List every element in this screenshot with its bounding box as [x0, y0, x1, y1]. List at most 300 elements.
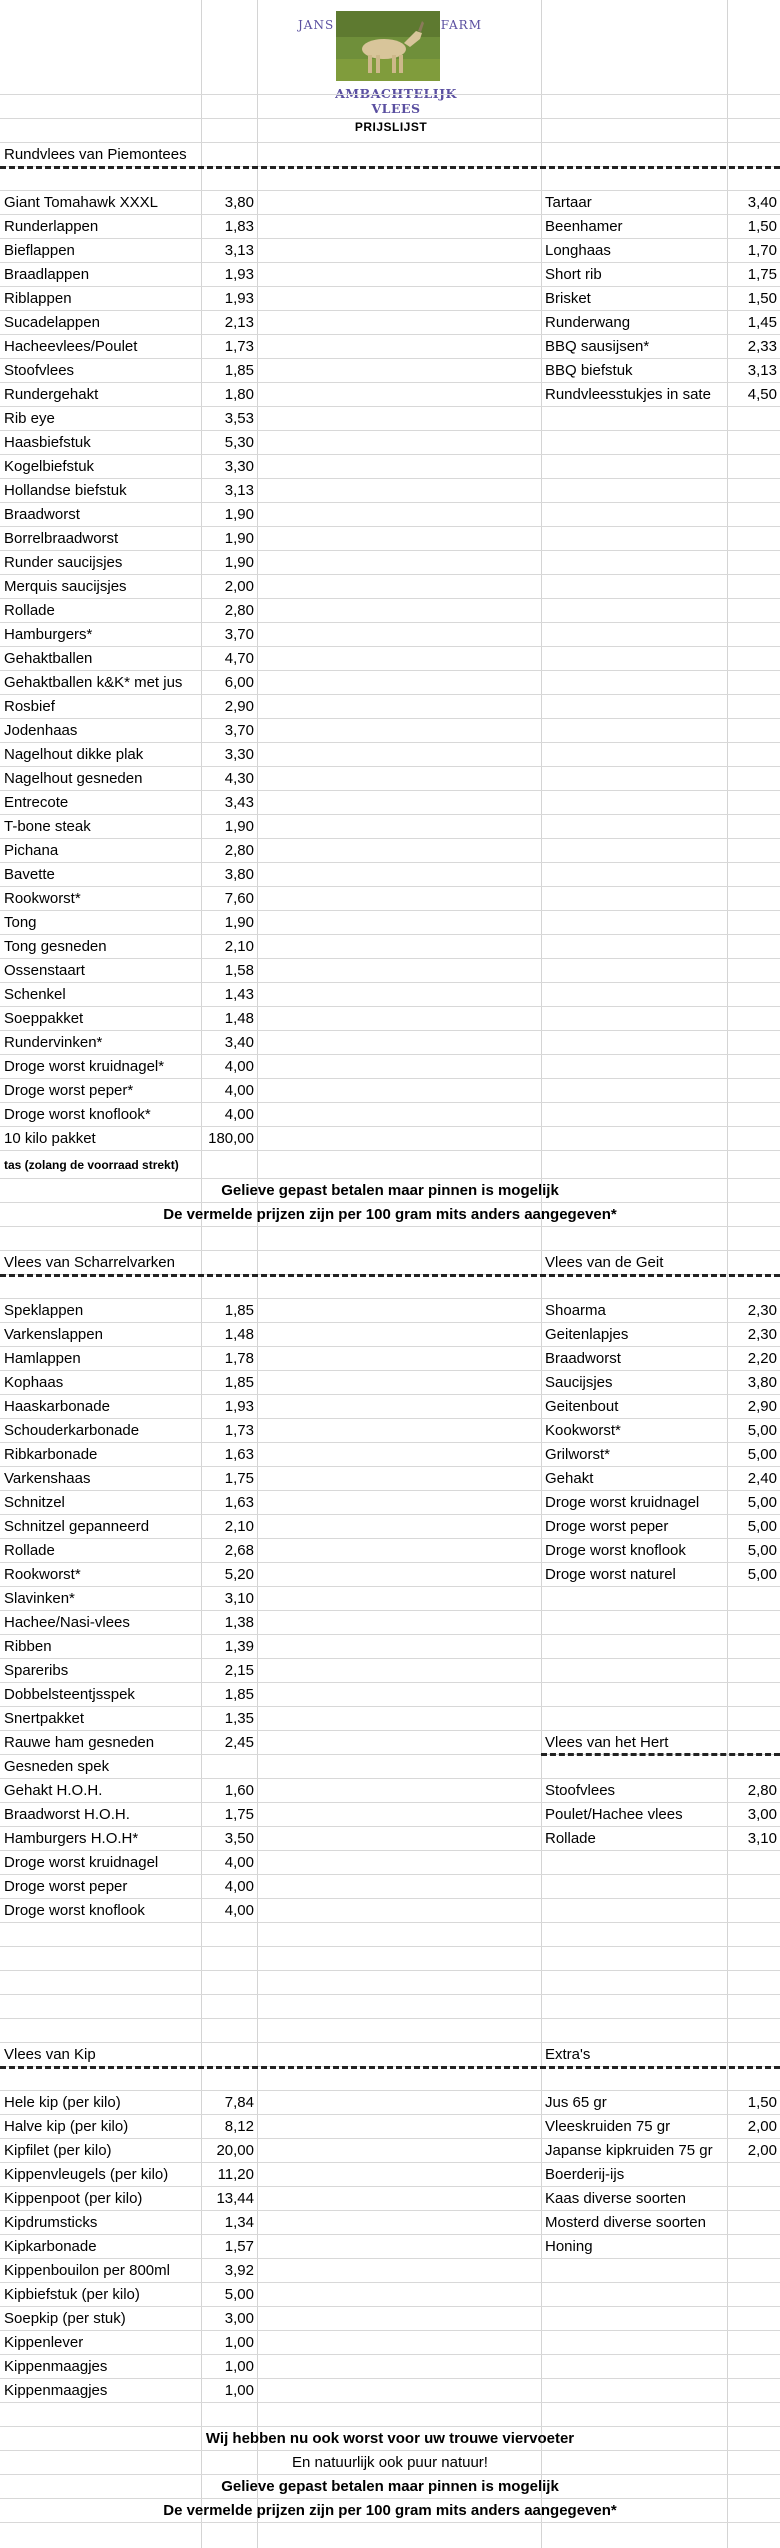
product-name: Schouderkarbonade	[4, 1422, 140, 1439]
product-price: 3,80	[224, 866, 254, 883]
product-name: Vleeskruiden 75 gr	[545, 2118, 671, 2135]
product-price: 4,00	[224, 1106, 254, 1123]
product-name: Nagelhout dikke plak	[4, 746, 144, 763]
product-price: 5,30	[224, 434, 254, 451]
product-price: 1,39	[224, 1638, 254, 1655]
table-row	[0, 575, 780, 599]
product-price: 5,00	[747, 1542, 777, 1559]
product-price: 3,00	[224, 2310, 254, 2327]
table-row	[0, 2139, 780, 2163]
product-name: Soeppakket	[4, 1010, 84, 1027]
product-price: 2,10	[224, 938, 254, 955]
product-name: Schnitzel gepanneerd	[4, 1518, 150, 1535]
table-row	[0, 839, 780, 863]
product-name: Geitenlapjes	[545, 1326, 629, 1343]
product-name: Rollade	[545, 1830, 596, 1847]
product-name: Haaskarbonade	[4, 1398, 110, 1415]
product-price: 2,80	[747, 1782, 777, 1799]
product-price	[727, 2235, 777, 2258]
product-name: Shoarma	[545, 1302, 606, 1319]
product-name: Varkenslappen	[4, 1326, 103, 1343]
product-name: Gesneden spek	[4, 1758, 110, 1775]
product-name: Hollandse biefstuk	[4, 482, 127, 499]
product-price: 2,20	[747, 1350, 777, 1367]
product-price: 1,48	[224, 1326, 254, 1343]
table-row	[0, 1587, 780, 1611]
product-name: Jodenhaas	[4, 722, 78, 739]
product-price: 1,75	[747, 266, 777, 283]
product-price: 2,80	[224, 842, 254, 859]
empty-row	[0, 1971, 780, 1995]
product-price: 2,40	[747, 1470, 777, 1487]
table-row	[0, 2331, 780, 2355]
product-price: 2,13	[224, 314, 254, 331]
product-price: 5,00	[747, 1422, 777, 1439]
table-row	[0, 647, 780, 671]
table-row	[0, 1323, 780, 1347]
table-row	[0, 1611, 780, 1635]
table-row	[0, 2163, 780, 2187]
product-name: Droge worst knoflook*	[4, 1106, 151, 1123]
table-row	[0, 239, 780, 263]
product-price: 1,85	[224, 1302, 254, 1319]
table-row	[0, 671, 780, 695]
table-row	[0, 767, 780, 791]
product-price: 20,00	[216, 2142, 254, 2159]
product-name: Hamburgers*	[4, 626, 93, 643]
product-name: Kippenmaagjes	[4, 2358, 108, 2375]
product-price: 2,30	[747, 1302, 777, 1319]
product-name: Hamburgers H.O.H*	[4, 1830, 139, 1847]
product-price: 2,00	[224, 578, 254, 595]
table-row	[0, 1491, 780, 1515]
product-price: 1,90	[224, 818, 254, 835]
notice-row	[0, 1203, 780, 1227]
empty-row	[0, 167, 780, 191]
product-name: Rib eye	[4, 410, 55, 427]
product-name: Rundervinken*	[4, 1034, 103, 1051]
product-name: Speklappen	[4, 1302, 84, 1319]
page-title: PRIJSLIJST	[354, 120, 428, 134]
product-name: Borrelbraadworst	[4, 530, 119, 547]
section-heading-extras: Extra's	[545, 2046, 591, 2063]
product-price: 5,00	[747, 1494, 777, 1511]
product-name: Halve kip (per kilo)	[4, 2118, 129, 2135]
product-name: Hamlappen	[4, 1350, 81, 1367]
product-name: Kipbiefstuk (per kilo)	[4, 2286, 140, 2303]
product-price: 1,73	[224, 1422, 254, 1439]
brand-left: JANS	[298, 18, 335, 32]
table-row	[0, 1467, 780, 1491]
empty-row	[0, 1227, 780, 1251]
table-row	[0, 1419, 780, 1443]
product-price: 2,68	[224, 1542, 254, 1559]
product-price	[204, 1755, 254, 1778]
product-price: 2,45	[224, 1734, 254, 1751]
product-name: Brisket	[545, 290, 591, 307]
product-price: 1,57	[224, 2238, 254, 2255]
product-price: 2,90	[224, 698, 254, 715]
table-row	[0, 719, 780, 743]
product-name: Sucadelappen	[4, 314, 100, 331]
product-name: Droge worst kruidnagel*	[4, 1058, 165, 1075]
table-row	[0, 1079, 780, 1103]
product-name: Haasbiefstuk	[4, 434, 91, 451]
product-price: 1,80	[224, 386, 254, 403]
product-name: Slavinken*	[4, 1590, 75, 1607]
product-name: Braadworst	[545, 1350, 621, 1367]
product-price: 5,00	[747, 1446, 777, 1463]
empty-row	[0, 1923, 780, 1947]
empty-row	[0, 1995, 780, 2019]
product-name: Ribkarbonade	[4, 1446, 98, 1463]
table-row	[0, 983, 780, 1007]
table-row	[0, 1851, 780, 1875]
product-name: Runder saucijsjes	[4, 554, 123, 571]
table-row	[0, 1299, 780, 1323]
table-row	[0, 2091, 780, 2115]
footer-payment-notice: Gelieve gepast betalen maar pinnen is mogelijk	[221, 2478, 559, 2495]
product-price: 2,80	[224, 602, 254, 619]
product-name: Soepkip (per stuk)	[4, 2310, 126, 2327]
product-price: 3,10	[747, 1830, 777, 1847]
table-row	[0, 1443, 780, 1467]
product-price: 1,75	[224, 1806, 254, 1823]
table-row	[0, 2307, 780, 2331]
product-price: 1,90	[224, 914, 254, 931]
product-price: 1,93	[224, 1398, 254, 1415]
payment-notice: Gelieve gepast betalen maar pinnen is mogelijk	[221, 1182, 559, 1199]
product-price: 4,00	[224, 1902, 254, 1919]
section-heading-row	[0, 2043, 780, 2067]
table-row	[0, 311, 780, 335]
table-row	[0, 503, 780, 527]
product-name: Kaas diverse soorten	[545, 2190, 686, 2207]
product-name: Riblappen	[4, 290, 72, 307]
product-name: Braadlappen	[4, 266, 90, 283]
product-name: Runderwang	[545, 314, 631, 331]
table-row	[0, 623, 780, 647]
natural-notice: En natuurlijk ook puur natuur!	[292, 2454, 488, 2471]
product-name: Rollade	[4, 1542, 55, 1559]
footer-row	[0, 2427, 780, 2451]
product-price: 2,00	[747, 2118, 777, 2135]
product-name: Kippenlever	[4, 2334, 84, 2351]
product-name: Tong	[4, 914, 37, 931]
table-row	[0, 1683, 780, 1707]
product-price: 3,92	[224, 2262, 254, 2279]
empty-row	[0, 95, 780, 119]
product-name: BBQ biefstuk	[545, 362, 633, 379]
table-row	[0, 1055, 780, 1079]
product-name: Kippenpoot (per kilo)	[4, 2190, 143, 2207]
table-row	[0, 695, 780, 719]
product-name: Nagelhout gesneden	[4, 770, 143, 787]
product-name: Hacheevlees/Poulet	[4, 338, 138, 355]
product-price: 1,93	[224, 290, 254, 307]
table-row	[0, 1899, 780, 1923]
table-row	[0, 1779, 780, 1803]
product-name: Droge worst kruidnagel	[545, 1494, 700, 1511]
product-price: 1,00	[224, 2334, 254, 2351]
table-row	[0, 2115, 780, 2139]
product-price: 3,70	[224, 722, 254, 739]
table-row	[0, 359, 780, 383]
product-price: 3,40	[224, 1034, 254, 1051]
product-name: Entrecote	[4, 794, 69, 811]
product-name: Giant Tomahawk XXXL	[4, 194, 158, 211]
table-row	[0, 1827, 780, 1851]
product-price: 3,43	[224, 794, 254, 811]
product-price: 1,50	[747, 290, 777, 307]
product-name: Droge worst peper	[545, 1518, 669, 1535]
product-price: 13,44	[216, 2190, 254, 2207]
empty-row	[0, 2067, 780, 2091]
product-name: Gehaktballen k&K* met jus	[4, 674, 183, 691]
product-name: BBQ sausijsen*	[545, 338, 650, 355]
table-row	[0, 263, 780, 287]
table-row	[0, 911, 780, 935]
product-name: Braadworst H.O.H.	[4, 1806, 130, 1823]
price-notice: De vermelde prijzen zijn per 100 gram mits anders aangegeven*	[163, 1206, 617, 1223]
table-row	[0, 383, 780, 407]
table-row	[0, 2235, 780, 2259]
product-price: 1,63	[224, 1494, 254, 1511]
product-price: 1,90	[224, 506, 254, 523]
product-price: 4,00	[224, 1854, 254, 1871]
product-name: Poulet/Hachee vlees	[545, 1806, 683, 1823]
product-price: 3,13	[224, 482, 254, 499]
product-price: 2,33	[747, 338, 777, 355]
empty-row	[0, 1947, 780, 1971]
product-name: Rookworst*	[4, 890, 81, 907]
product-price: 2,30	[747, 1326, 777, 1343]
section-heading-hert: Vlees van het Hert	[545, 1734, 669, 1751]
product-price: 4,50	[747, 386, 777, 403]
product-name: Kippenvleugels (per kilo)	[4, 2166, 169, 2183]
product-price: 1,93	[224, 266, 254, 283]
product-name: Bavette	[4, 866, 55, 883]
footer-row	[0, 2451, 780, 2475]
section-heading-row	[0, 143, 780, 167]
table-row	[0, 1127, 780, 1151]
product-name: Beenhamer	[545, 218, 623, 235]
product-price: 1,73	[224, 338, 254, 355]
product-price: 7,84	[224, 2094, 254, 2111]
product-price: 1,90	[224, 554, 254, 571]
product-name: Droge worst peper*	[4, 1082, 134, 1099]
product-price: 1,58	[224, 962, 254, 979]
table-row	[0, 791, 780, 815]
table-row	[0, 335, 780, 359]
product-price: 1,83	[224, 218, 254, 235]
product-price: 5,20	[224, 1566, 254, 1583]
table-row	[0, 1395, 780, 1419]
table-row	[0, 479, 780, 503]
footer-row	[0, 2499, 780, 2523]
table-row	[0, 407, 780, 431]
product-price: 3,40	[747, 194, 777, 211]
dog-sausage-notice: Wij hebben nu ook worst voor uw trouwe viervoeter	[205, 2430, 575, 2447]
table-row	[0, 743, 780, 767]
table-row	[0, 959, 780, 983]
product-name: Rauwe ham gesneden	[4, 1734, 155, 1751]
table-row	[0, 2211, 780, 2235]
product-price: 5,00	[747, 1566, 777, 1583]
product-name: Droge worst naturel	[545, 1566, 676, 1583]
product-name: Grilworst*	[545, 1446, 611, 1463]
product-name: Pichana	[4, 842, 59, 859]
footnote: tas (zolang de voorraad strekt)	[4, 1157, 179, 1172]
product-price: 1,60	[224, 1782, 254, 1799]
product-price: 1,45	[747, 314, 777, 331]
product-price: 3,13	[224, 242, 254, 259]
table-row	[0, 1371, 780, 1395]
footer-row	[0, 2475, 780, 2499]
table-row	[0, 527, 780, 551]
product-name: Droge worst knoflook	[4, 1902, 145, 1919]
product-price: 11,20	[217, 2166, 254, 2183]
product-name: Tartaar	[545, 194, 592, 211]
brand-right: FARM	[440, 18, 482, 32]
table-row	[0, 887, 780, 911]
product-price: 1,00	[224, 2382, 254, 2399]
product-name: Droge worst kruidnagel	[4, 1854, 159, 1871]
product-price: 1,75	[224, 1470, 254, 1487]
product-price: 1,50	[747, 2094, 777, 2111]
product-name: Saucijsjes	[545, 1374, 613, 1391]
table-row	[0, 935, 780, 959]
table-row	[0, 2379, 780, 2403]
product-name: Stoofvlees	[4, 362, 75, 379]
product-name: Kippenmaagjes	[4, 2382, 108, 2399]
table-row	[0, 1707, 780, 1731]
product-price: 1,63	[224, 1446, 254, 1463]
product-name: Braadworst	[4, 506, 80, 523]
product-price	[727, 2187, 777, 2210]
table-row	[0, 815, 780, 839]
product-name: Droge worst peper	[4, 1878, 128, 1895]
product-price: 3,80	[747, 1374, 777, 1391]
product-price: 4,00	[224, 1878, 254, 1895]
product-name: Runderlappen	[4, 218, 99, 235]
section-heading-row	[0, 1251, 780, 1275]
product-price: 4,00	[224, 1082, 254, 1099]
table-row	[0, 1803, 780, 1827]
product-price: 1,38	[224, 1614, 254, 1631]
notice-row	[0, 1179, 780, 1203]
product-price	[727, 2211, 777, 2234]
product-name: Japanse kipkruiden 75 gr	[545, 2142, 713, 2159]
table-row	[0, 1515, 780, 1539]
logo-subtitle-line1: AMBACHTELIJK	[335, 86, 457, 101]
product-price: 1,00	[224, 2358, 254, 2375]
table-row	[0, 1875, 780, 1899]
table-row	[0, 1539, 780, 1563]
empty-row	[0, 1275, 780, 1299]
table-row	[0, 2283, 780, 2307]
product-price: 1,35	[224, 1710, 254, 1727]
product-price: 3,80	[224, 194, 254, 211]
product-name: Kipkarbonade	[4, 2238, 97, 2255]
product-name: Gehakt	[545, 1470, 594, 1487]
product-name: Kipdrumsticks	[4, 2214, 98, 2231]
section-heading-varken: Vlees van Scharrelvarken	[4, 1254, 175, 1271]
product-price: 4,00	[224, 1058, 254, 1075]
section-heading-geit: Vlees van de Geit	[545, 1254, 664, 1271]
section-heading-rundvlees: Rundvlees van Piemontees	[4, 146, 187, 163]
section-heading-kip: Vlees van Kip	[4, 2046, 96, 2063]
table-row	[0, 1007, 780, 1031]
table-row	[0, 191, 780, 215]
empty-row	[0, 2019, 780, 2043]
product-price: 5,00	[747, 1518, 777, 1535]
table-row	[0, 863, 780, 887]
product-name: Rundvleesstukjes in sate	[545, 386, 711, 403]
product-name: Schnitzel	[4, 1494, 65, 1511]
product-name: T-bone steak	[4, 818, 91, 835]
product-price: 2,00	[747, 2142, 777, 2159]
product-price: 6,00	[224, 674, 254, 691]
product-name: Honing	[545, 2238, 593, 2255]
table-row	[0, 2187, 780, 2211]
product-price: 4,30	[224, 770, 254, 787]
table-row	[0, 431, 780, 455]
product-price: 1,78	[224, 1350, 254, 1367]
footer-price-notice: De vermelde prijzen zijn per 100 gram mits anders aangegeven*	[163, 2502, 617, 2519]
product-price: 8,12	[224, 2118, 254, 2135]
product-name: Ribben	[4, 1638, 52, 1655]
product-name: Bieflappen	[4, 242, 75, 259]
product-name: Jus 65 gr	[545, 2094, 607, 2111]
table-row	[0, 2259, 780, 2283]
product-name: Hele kip (per kilo)	[4, 2094, 121, 2111]
product-name: Stoofvlees	[545, 1782, 616, 1799]
product-name: Rollade	[4, 602, 55, 619]
product-price: 2,10	[224, 1518, 254, 1535]
product-name: Dobbelsteentjsspek	[4, 1686, 135, 1703]
product-name: Rundergehakt	[4, 386, 99, 403]
product-name: Rookworst*	[4, 1566, 81, 1583]
product-name: Hachee/Nasi-vlees	[4, 1614, 130, 1631]
product-price: 1,43	[224, 986, 254, 1003]
table-row	[0, 1563, 780, 1587]
table-row	[0, 1151, 780, 1179]
product-price: 1,70	[747, 242, 777, 259]
product-price: 3,00	[747, 1806, 777, 1823]
product-name: Kipfilet (per kilo)	[4, 2142, 112, 2159]
product-name: Kookworst*	[545, 1422, 621, 1439]
table-row	[0, 1659, 780, 1683]
product-price: 1,85	[224, 1374, 254, 1391]
product-price: 3,50	[224, 1830, 254, 1847]
product-price: 1,90	[224, 530, 254, 547]
product-name: Merquis saucijsjes	[4, 578, 127, 595]
product-price: 5,00	[224, 2286, 254, 2303]
product-name: Tong gesneden	[4, 938, 107, 955]
product-price: 1,50	[747, 218, 777, 235]
product-price: 3,10	[224, 1590, 254, 1607]
product-price: 7,60	[224, 890, 254, 907]
product-price: 180,00	[208, 1130, 254, 1147]
product-price: 3,70	[224, 626, 254, 643]
table-row	[0, 2355, 780, 2379]
product-name: Gehaktballen	[4, 650, 93, 667]
product-name: Longhaas	[545, 242, 611, 259]
product-name: Kippenbouilon per 800ml	[4, 2262, 170, 2279]
product-name: Mosterd diverse soorten	[545, 2214, 706, 2231]
product-name: Spareribs	[4, 1662, 69, 1679]
